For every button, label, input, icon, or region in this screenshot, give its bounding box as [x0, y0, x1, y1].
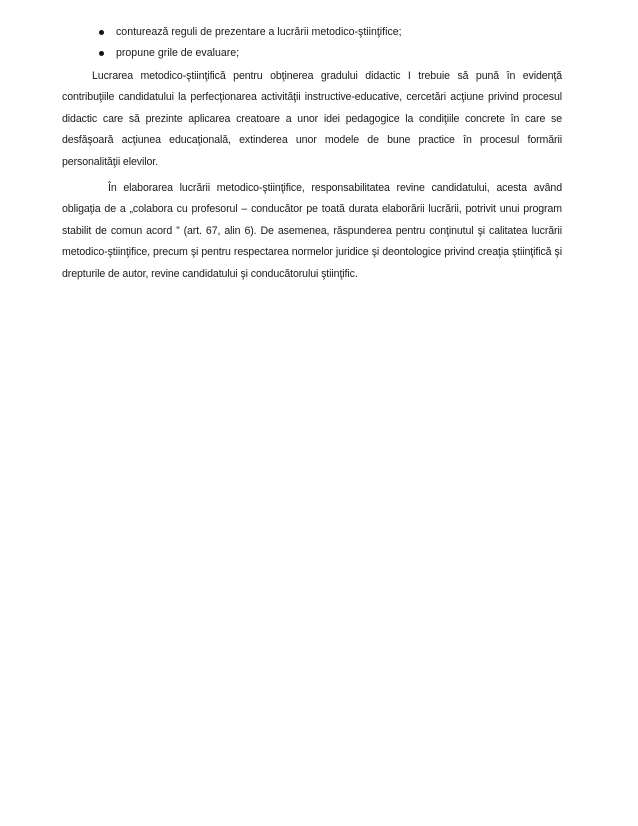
bullet-icon [99, 30, 104, 35]
bullet-list [96, 24, 566, 66]
paragraph: Lucrarea metodico-ştiinţifică pentru obţinerea gradului didactic I trebuie să pună în evidenţă contribuţiile candidatului la perfecţionarea activităţii instructive-educative, cercetări acţiune privind procesul didactic care să prezinte aplicarea creatoare a unor idei pedagogice la condiţiile concrete în care se desfăşoară acţiunea educaţională, extinderea unor modele de bune practice în procesul formării personalităţii elevilor. [62, 70, 562, 168]
bullet-icon [99, 51, 104, 56]
paragraph: În elaborarea lucrării metodico-ştiinţifice, responsabilitatea revine candidatului, acesta având obligaţia de a „colabora cu profesorul – conducător pe toată durata elaborării lucrării, potrivit unui program stabilit de comun acord ” (art. 67, alin 6). De asemenea, răspunderea pentru conţinutul şi calitatea lucrării metodico-ştiinţifice, precum şi pentru respectarea normelor juridice şi deontologice privind creaţia ştiinţifică şi drepturile de autor, revine candidatului şi conducătorului ştiinţific. [62, 182, 562, 280]
bullet-text: conturează reguli de prezentare a lucrării metodico-ştiinţifice; [116, 26, 402, 38]
list-item [96, 24, 566, 45]
list-item [96, 45, 566, 66]
bullet-text: propune grile de evaluare; [116, 47, 240, 59]
